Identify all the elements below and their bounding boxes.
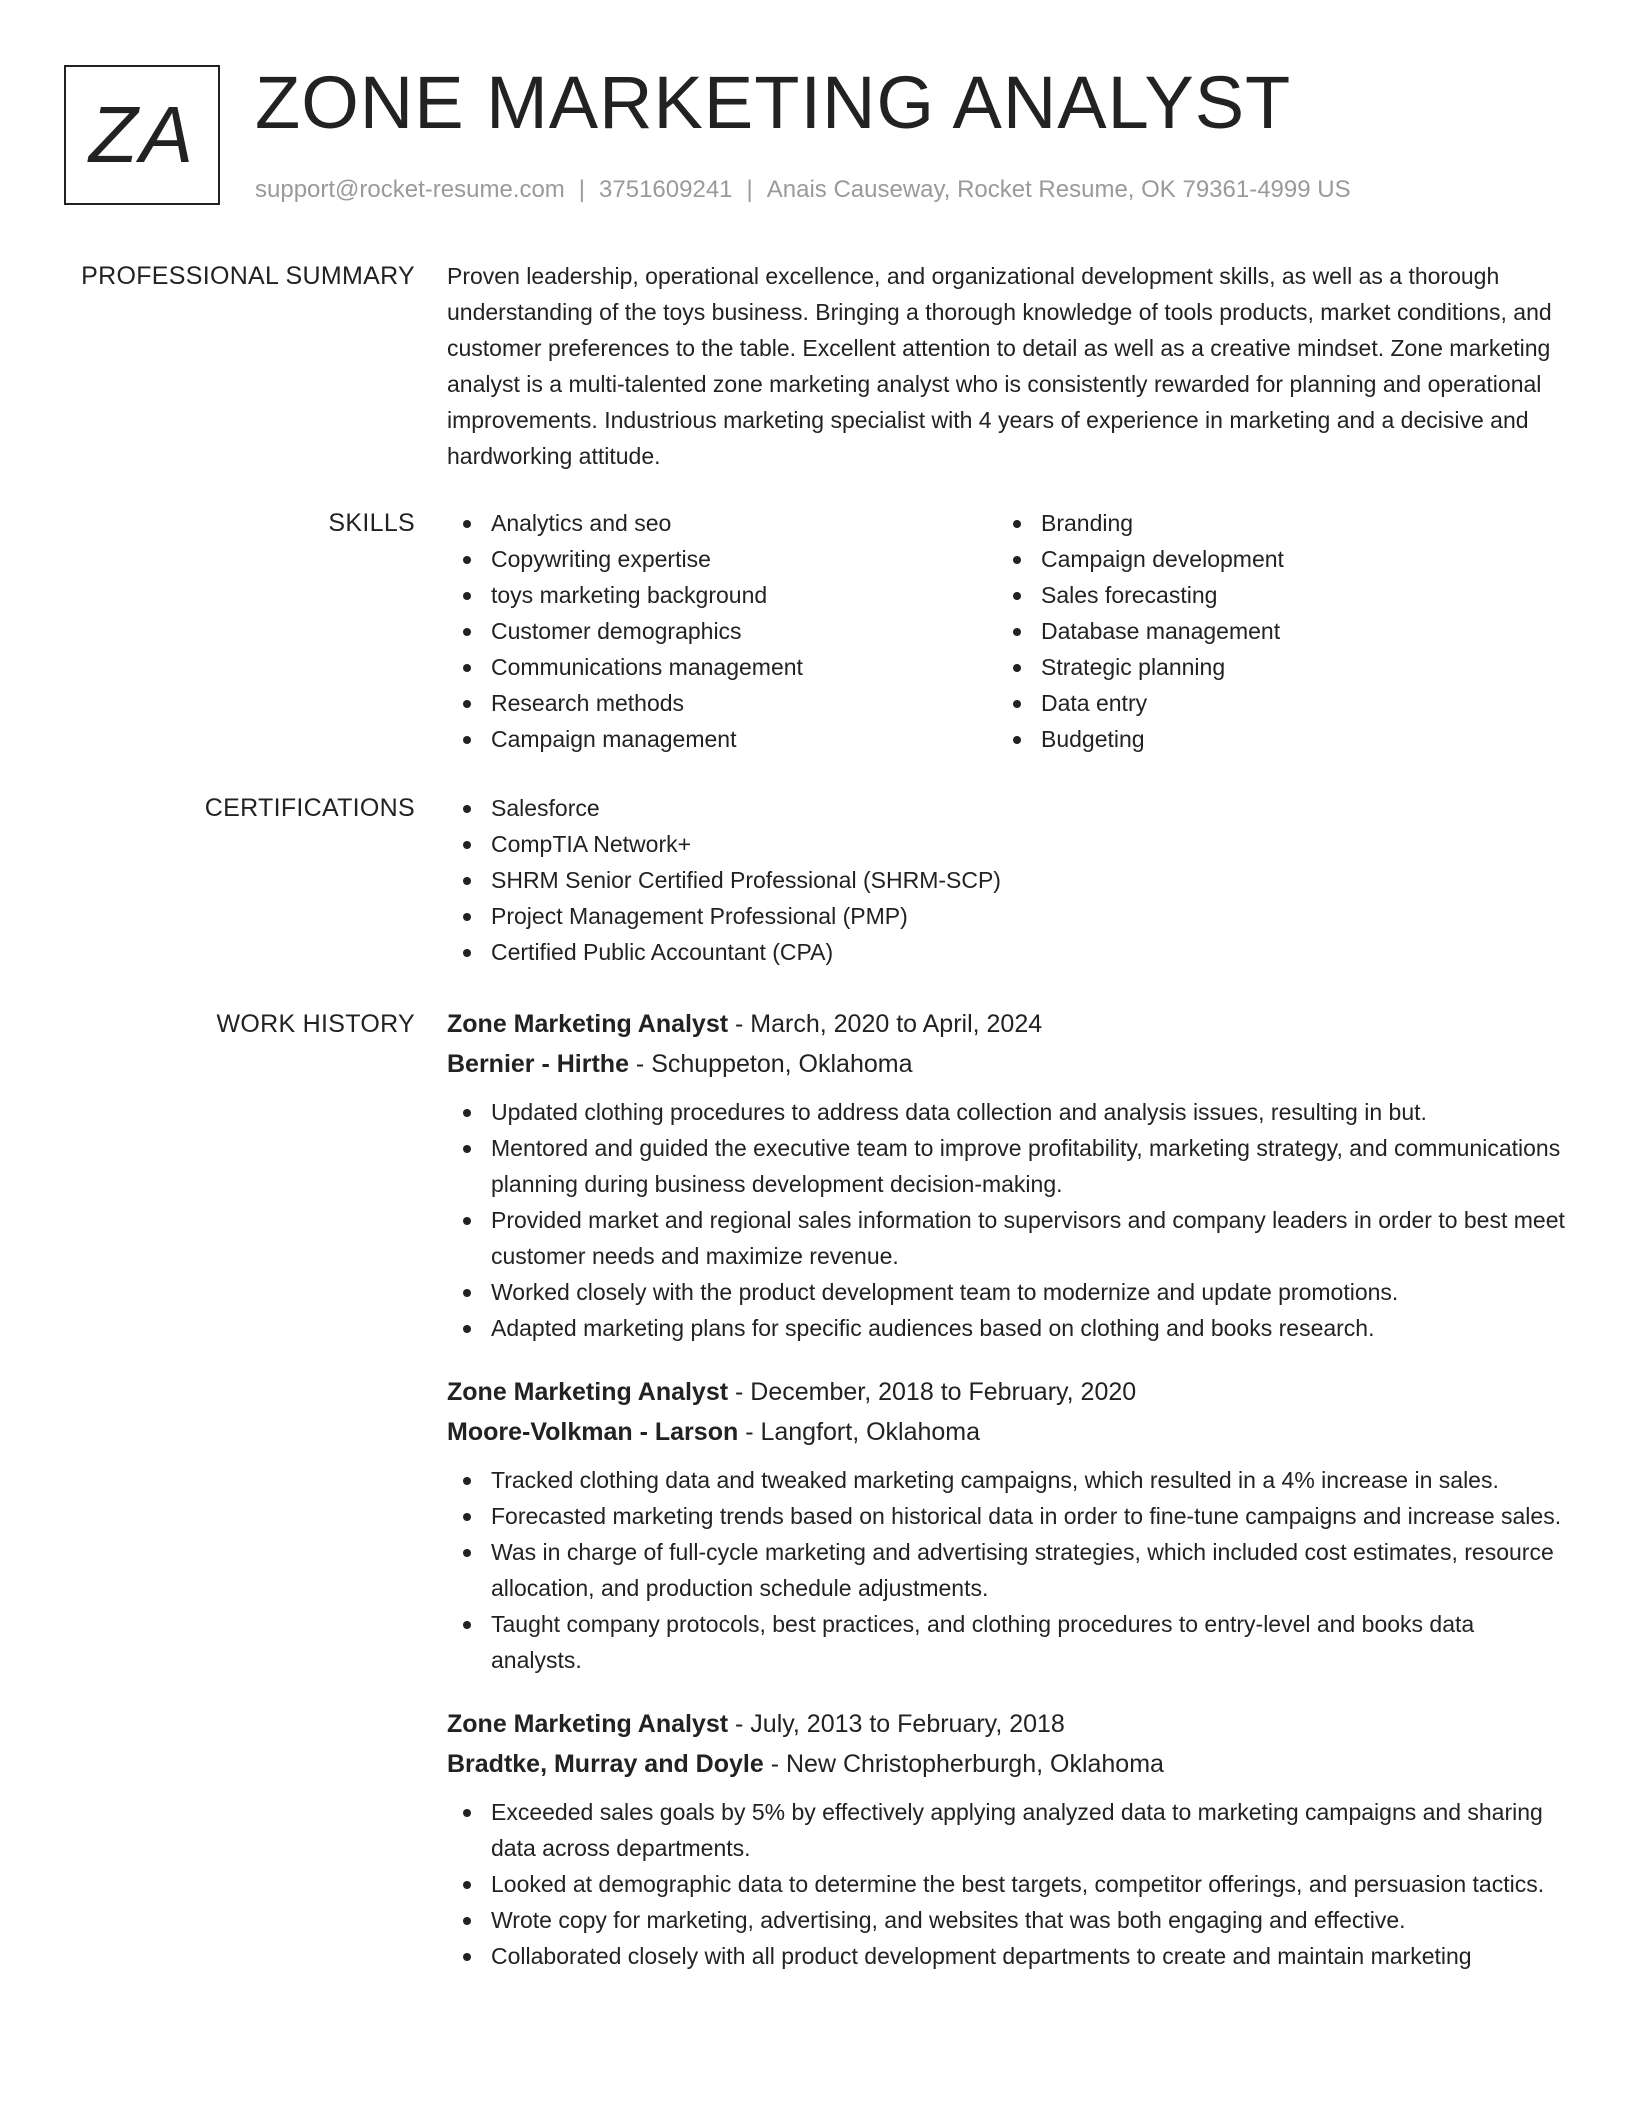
contact-line	[255, 172, 1351, 208]
monogram-box	[64, 65, 220, 205]
list-item: Database management	[997, 613, 1547, 649]
contact-address: Anais Causeway, Rocket Resume, OK 79361-4999 US	[766, 176, 1351, 203]
list-item: Exceeded sales goals by 5% by effectively applying analyzed data to marketing campaigns and sharing data across departments.	[447, 1794, 1567, 1866]
list-item: toys marketing background	[447, 577, 997, 613]
list-item: Budgeting	[997, 721, 1547, 757]
list-item: Taught company protocols, best practices, and clothing procedures to entry-level and books data analysts.	[447, 1606, 1567, 1678]
list-item: Certified Public Accountant (CPA)	[447, 934, 1567, 970]
list-item: Campaign management	[447, 721, 997, 757]
job-bullets	[447, 1462, 1567, 1678]
certifications-list	[447, 790, 1567, 970]
job-dates: - July, 2013 to February, 2018	[728, 1710, 1065, 1738]
section-title-summary: PROFESSIONAL SUMMARY	[81, 262, 415, 290]
list-item: Tracked clothing data and tweaked marketing campaigns, which resulted in a 4% increase in sales.	[447, 1462, 1567, 1498]
work-history-body	[447, 1004, 1567, 2000]
list-item: Sales forecasting	[997, 577, 1547, 613]
job-company: Bernier - Hirthe	[447, 1050, 629, 1078]
list-item: Data entry	[997, 685, 1547, 721]
list-item: Copywriting expertise	[447, 541, 997, 577]
job-role: Zone Marketing Analyst	[447, 1710, 729, 1738]
list-item: Updated clothing procedures to address data collection and analysis issues, resulting in but.	[447, 1094, 1567, 1130]
skills-list-left	[447, 505, 997, 757]
job-dates: - March, 2020 to April, 2024	[728, 1010, 1043, 1038]
job-location: - Schuppeton, Oklahoma	[628, 1050, 913, 1078]
monogram-initials: ZA	[88, 90, 196, 179]
skills-list-right	[997, 505, 1547, 757]
job-location: - Langfort, Oklahoma	[738, 1418, 981, 1446]
job-title-line	[447, 1704, 1567, 1744]
job-company-line	[447, 1412, 1567, 1452]
list-item: Forecasted marketing trends based on historical data in order to fine-tune campaigns and increase sales.	[447, 1498, 1567, 1534]
list-item: Campaign development	[997, 541, 1547, 577]
list-item: Provided market and regional sales information to supervisors and company leaders in order to best meet customer needs and maximize revenue.	[447, 1202, 1567, 1274]
list-item: Mentored and guided the executive team to improve profitability, marketing strategy, and communications planning during business development decision-making.	[447, 1130, 1567, 1202]
section-title-skills: SKILLS	[328, 509, 415, 537]
list-item: Research methods	[447, 685, 997, 721]
job-company: Moore-Volkman - Larson	[447, 1418, 739, 1446]
list-item: Collaborated closely with all product development departments to create and maintain marketing	[447, 1938, 1567, 1974]
contact-phone[interactable]: 3751609241	[599, 176, 733, 203]
job-company-line	[447, 1744, 1567, 1784]
list-item: Worked closely with the product development team to modernize and update promotions.	[447, 1274, 1567, 1310]
job-title-line	[447, 1004, 1567, 1044]
job-entry	[447, 1004, 1567, 1346]
list-item: Project Management Professional (PMP)	[447, 898, 1567, 934]
job-title-line	[447, 1372, 1567, 1412]
job-location: - New Christopherburgh, Oklahoma	[763, 1750, 1164, 1778]
job-role: Zone Marketing Analyst	[447, 1010, 729, 1038]
list-item: CompTIA Network+	[447, 826, 1567, 862]
job-company: Bradtke, Murray and Doyle	[447, 1750, 764, 1778]
list-item: Looked at demographic data to determine the best targets, competitor offerings, and persuasion tactics.	[447, 1866, 1567, 1902]
contact-separator: |	[746, 176, 753, 203]
job-bullets	[447, 1094, 1567, 1346]
list-item: Strategic planning	[997, 649, 1547, 685]
list-item: SHRM Senior Certified Professional (SHRM-SCP)	[447, 862, 1567, 898]
list-item: Communications management	[447, 649, 997, 685]
job-dates: - December, 2018 to February, 2020	[728, 1378, 1137, 1406]
list-item: Analytics and seo	[447, 505, 997, 541]
certifications-body	[447, 790, 1567, 970]
list-item: Branding	[997, 505, 1547, 541]
contact-email[interactable]: support@rocket-resume.com	[255, 176, 565, 203]
section-title-certifications: CERTIFICATIONS	[204, 794, 415, 822]
job-role: Zone Marketing Analyst	[447, 1378, 729, 1406]
contact-separator: |	[578, 176, 586, 203]
job-bullets	[447, 1794, 1567, 1974]
summary-text: Proven leadership, operational excellence, and organizational development skills, as well as a thorough understanding of the toys business. Bringing a thorough knowledge of tools products, market conditions, and customer preferences to the table. Excellent attention to detail as well as a creative mindset. Zone marketing analyst is a multi-talented zone marketing analyst who is consistently rewarded for planning and operational improvements. Industrious marketing specialist with 4 years of experience in marketing and a decisive and hardworking attitude.	[447, 263, 1552, 469]
skills-columns	[447, 505, 1567, 757]
job-company-line	[447, 1044, 1567, 1084]
list-item: Salesforce	[447, 790, 1567, 826]
list-item: Was in charge of full-cycle marketing and advertising strategies, which included cost estimates, resource allocation, and production schedule adjustments.	[447, 1534, 1567, 1606]
list-item: Wrote copy for marketing, advertising, and websites that was both engaging and effective.	[447, 1902, 1567, 1938]
section-title-work-history: WORK HISTORY	[216, 1010, 415, 1038]
job-entry	[447, 1704, 1567, 1974]
list-item: Customer demographics	[447, 613, 997, 649]
list-item: Adapted marketing plans for specific audiences based on clothing and books research.	[447, 1310, 1567, 1346]
candidate-name: ZONE MARKETING ANALYST	[255, 61, 1292, 144]
job-entry	[447, 1372, 1567, 1678]
